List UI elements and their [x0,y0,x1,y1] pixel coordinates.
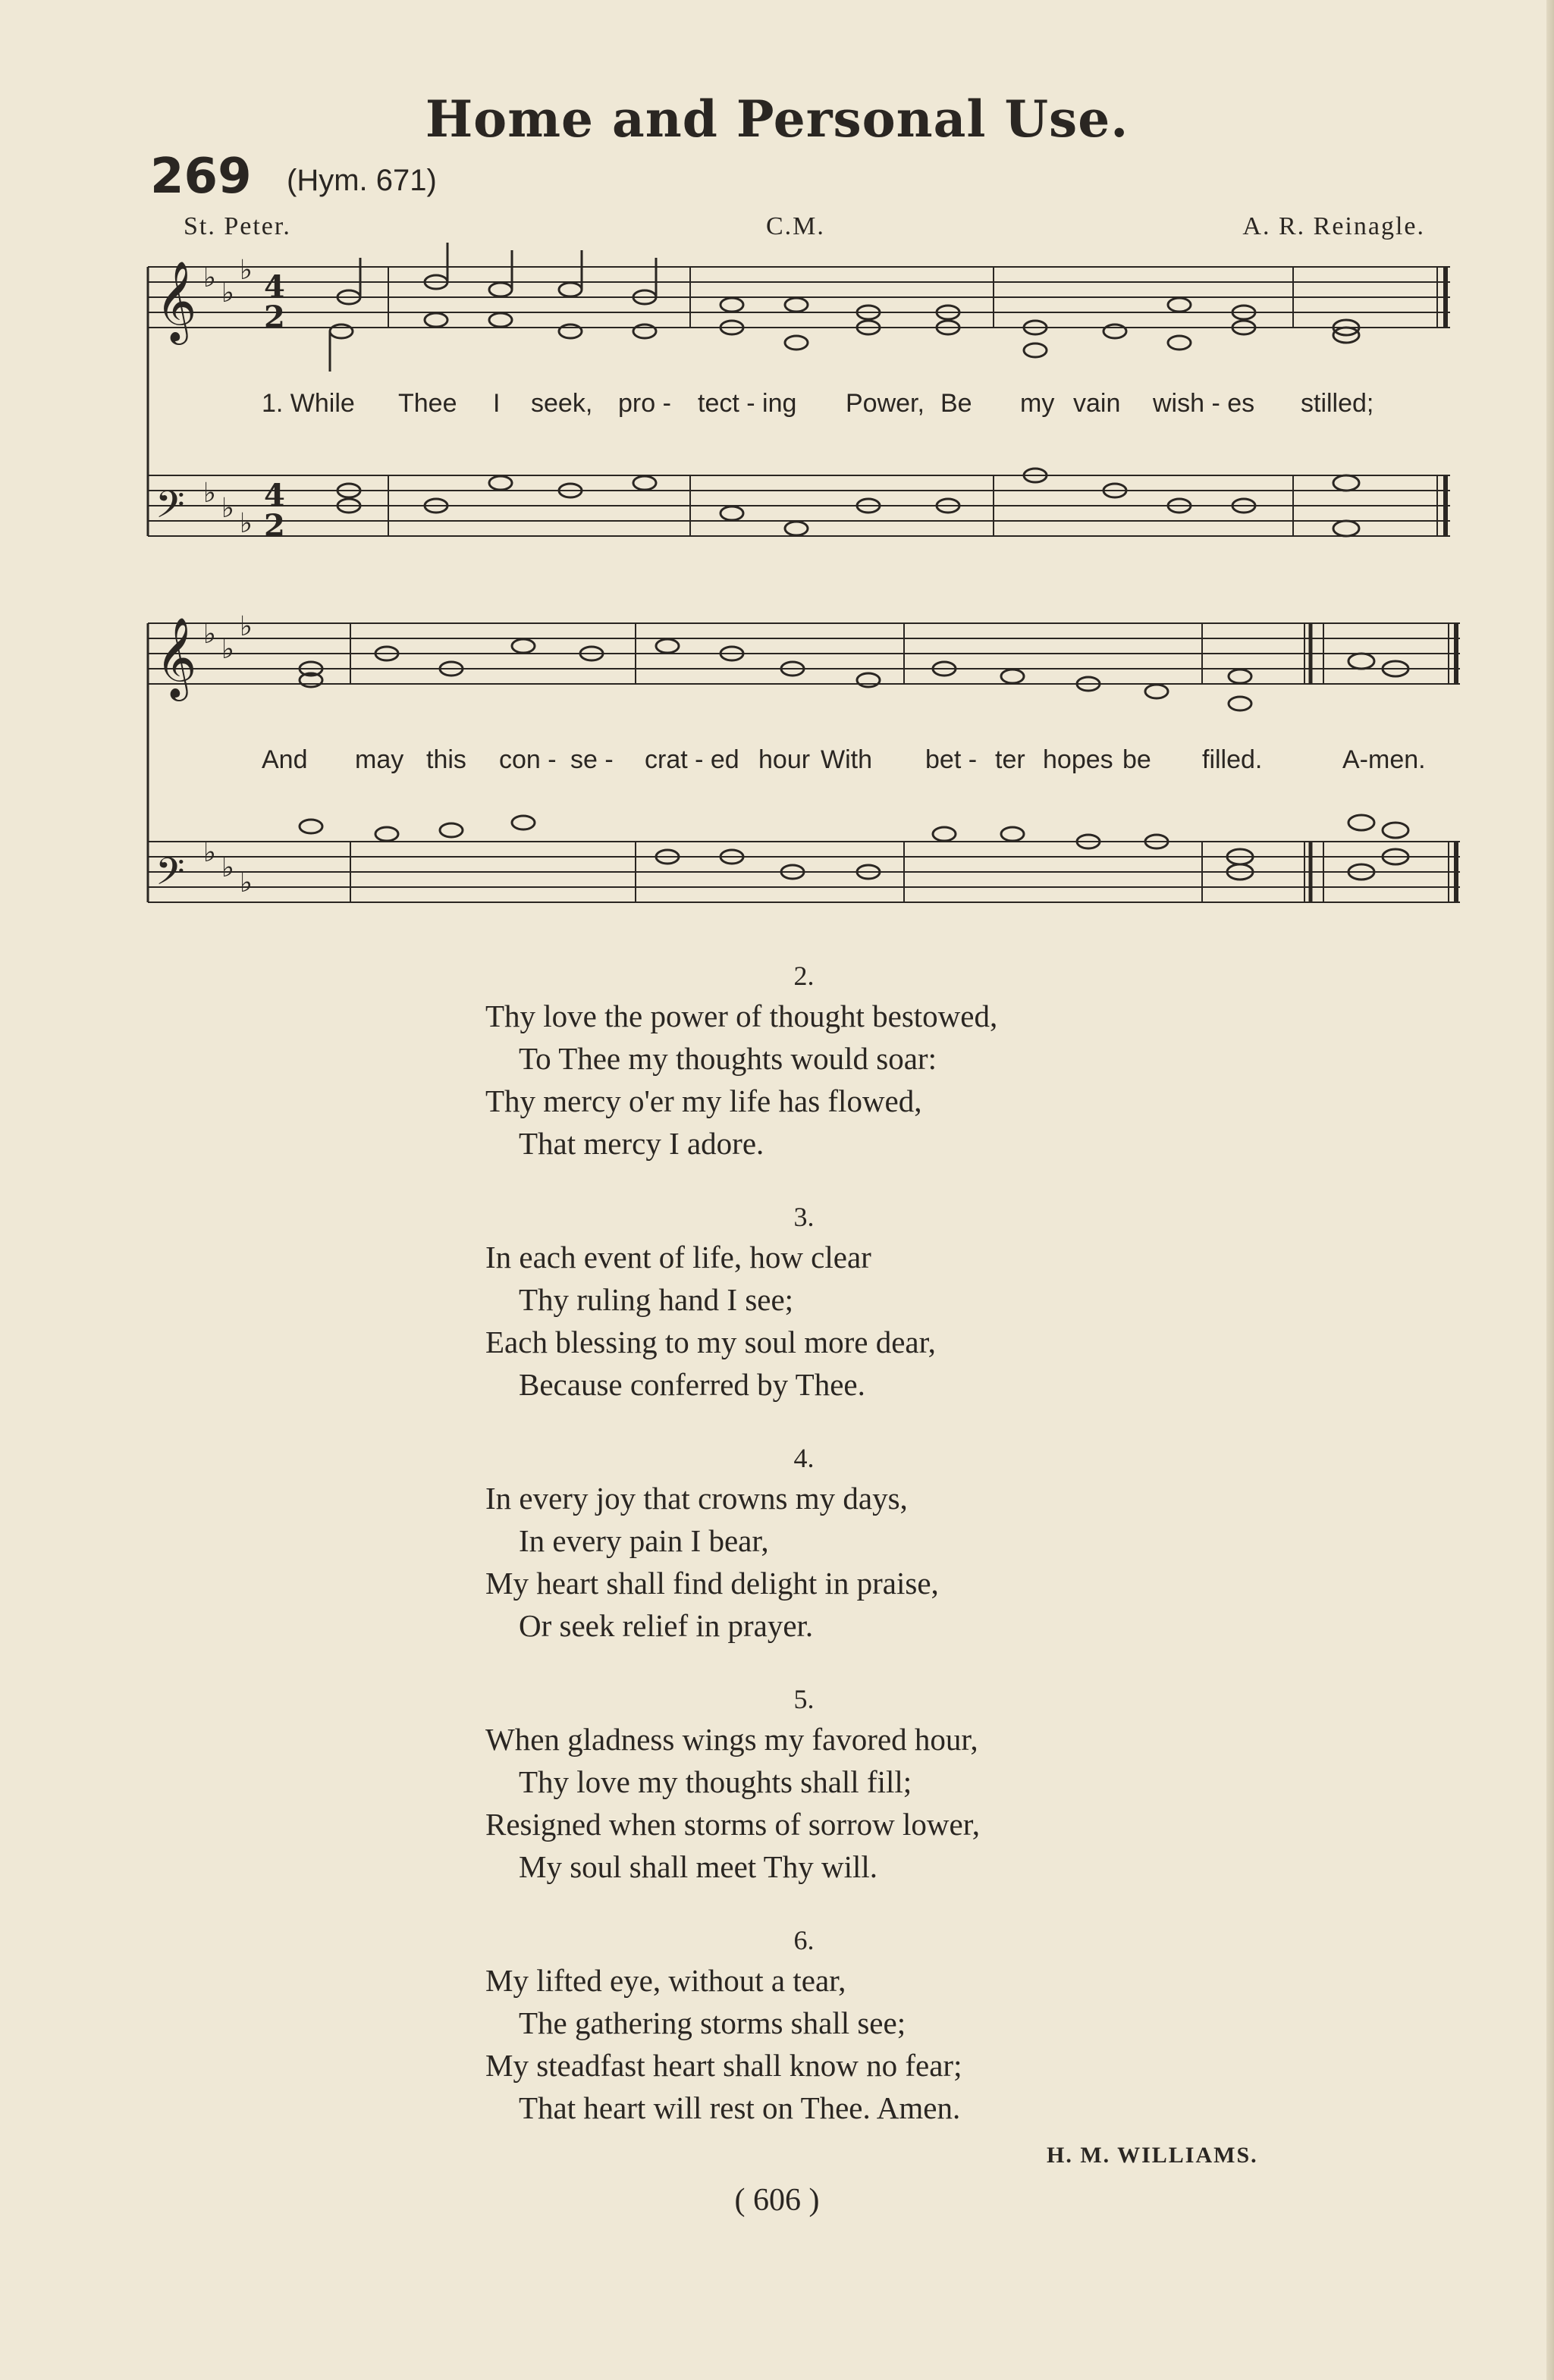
svg-text:2: 2 [264,299,285,335]
tune-name: St. Peter. [184,212,291,240]
svg-text:♭: ♭ [221,278,234,309]
lyric-syllable: this [426,745,466,774]
hymn-reference: (Hym. 671) [287,164,437,197]
stanza-line: Resigned when storms of sorrow lower, [485,1807,980,1842]
lyric-syllable: Thee [398,389,457,418]
lyric-syllable: Be [940,389,972,418]
stanza [485,1680,1395,1888]
stanza-line: Or seek relief in prayer. [519,1608,814,1643]
stanza-line: In each event of life, how clear [485,1240,871,1275]
system-2-bass-notes [300,815,1408,880]
treble-clef-icon: 𝄞 [155,260,197,341]
svg-text:4: 4 [264,478,285,513]
stanza [485,1198,1395,1406]
stanza-line: That heart will rest on Thee. Amen. [519,2090,961,2125]
author: H. M. WILLIAMS. [1047,2143,1258,2168]
stanza-line: Thy mercy o'er my life has flowed, [485,1083,922,1118]
svg-text:♭: ♭ [240,611,253,642]
bass-clef-icon: 𝄢 [155,850,185,903]
page-number: ( 606 ) [734,2183,820,2218]
svg-text:♭: ♭ [240,255,253,286]
stanza [485,1921,1395,2129]
lyric-syllable: may [355,745,404,774]
lyric-syllable: And [262,745,308,774]
svg-text:♭: ♭ [240,508,253,539]
lyric-syllable: my [1020,389,1055,418]
system-2-notes [300,639,1408,710]
section-title: Home and Personal Use. [425,89,1129,149]
composer: A. R. Reinagle. [1242,212,1425,240]
stanza-number: 2. [793,961,815,991]
lyric-syllable: stilled; [1301,389,1374,418]
lyric-syllable: pro - [618,389,671,418]
lyric-syllable: hopes [1043,745,1113,774]
stanza-line: Thy love the power of thought bestowed, [485,999,998,1033]
svg-text:♭: ♭ [203,837,216,868]
lyric-syllable: bet - [925,745,978,774]
stanzas [485,957,1395,2162]
lyric-syllable: be [1122,745,1151,774]
stanza [485,1439,1395,1647]
stanza-line: That mercy I adore. [519,1126,764,1161]
system-2-treble-staff [148,623,1460,684]
lyric-syllable: hour [758,745,811,774]
lyric-syllable: filled. [1202,745,1263,774]
lyric-syllable: crat - ed [645,745,739,774]
stanza-number: 6. [793,1925,815,1955]
lyric-syllable: seek, [531,389,593,418]
svg-text:2: 2 [264,508,285,544]
lyric-syllable: With [821,745,872,774]
stanza-line: In every joy that crowns my days, [485,1481,908,1516]
hymn-number: 269 [150,149,252,205]
lyric-syllable: tect - ing [698,389,797,418]
system-1-bass-notes [337,469,1359,536]
svg-text:♭: ♭ [221,852,234,883]
stanza-line: My steadfast heart shall know no fear; [485,2048,962,2083]
stanza-line: Each blessing to my soul more dear, [485,1325,936,1359]
lyric-syllable: se - [570,745,614,774]
stanza-number: 4. [793,1443,815,1473]
stanza-line: Thy ruling hand I see; [519,1282,794,1317]
meter: C.M. [766,212,825,240]
svg-text:♭: ♭ [221,634,234,665]
stanza-line: Because conferred by Thee. [519,1367,865,1402]
stanza-number: 5. [793,1684,815,1714]
svg-text:♭: ♭ [203,262,216,293]
svg-text:♭: ♭ [240,867,253,898]
lyric-syllable: wish - es [1153,389,1255,418]
stanza-line: When gladness wings my favored hour, [485,1722,978,1757]
lyric-syllable: 1. While [262,389,355,418]
lyric-syllable: vain [1073,389,1121,418]
svg-text:♭: ♭ [203,478,216,509]
svg-text:♭: ♭ [221,493,234,524]
stanza [485,957,1395,1165]
music-score [0,0,1554,940]
stanza-line: My heart shall find delight in praise, [485,1566,939,1601]
svg-text:♭: ♭ [203,619,216,650]
lyric-syllable: I [493,389,501,418]
treble-clef-icon: 𝄞 [155,616,197,698]
lyric-syllable: con - [499,745,557,774]
lyric-syllable: ter [995,745,1025,774]
stanza-line: My soul shall meet Thy will. [519,1849,878,1884]
bass-clef-icon: 𝄢 [155,483,185,536]
lyric-syllable: Power, [846,389,925,418]
stanza-line: To Thee my thoughts would soar: [519,1041,937,1076]
system-1-notes [330,243,1359,372]
stanza-line: The gathering storms shall see; [519,2005,906,2040]
svg-text:4: 4 [264,269,285,305]
stanza-line: My lifted eye, without a tear, [485,1963,846,1998]
lyric-syllable: A-men. [1342,745,1426,774]
stanza-line: Thy love my thoughts shall fill; [519,1764,912,1799]
stanza-line: In every pain I bear, [519,1523,769,1558]
stanza-number: 3. [793,1202,815,1232]
